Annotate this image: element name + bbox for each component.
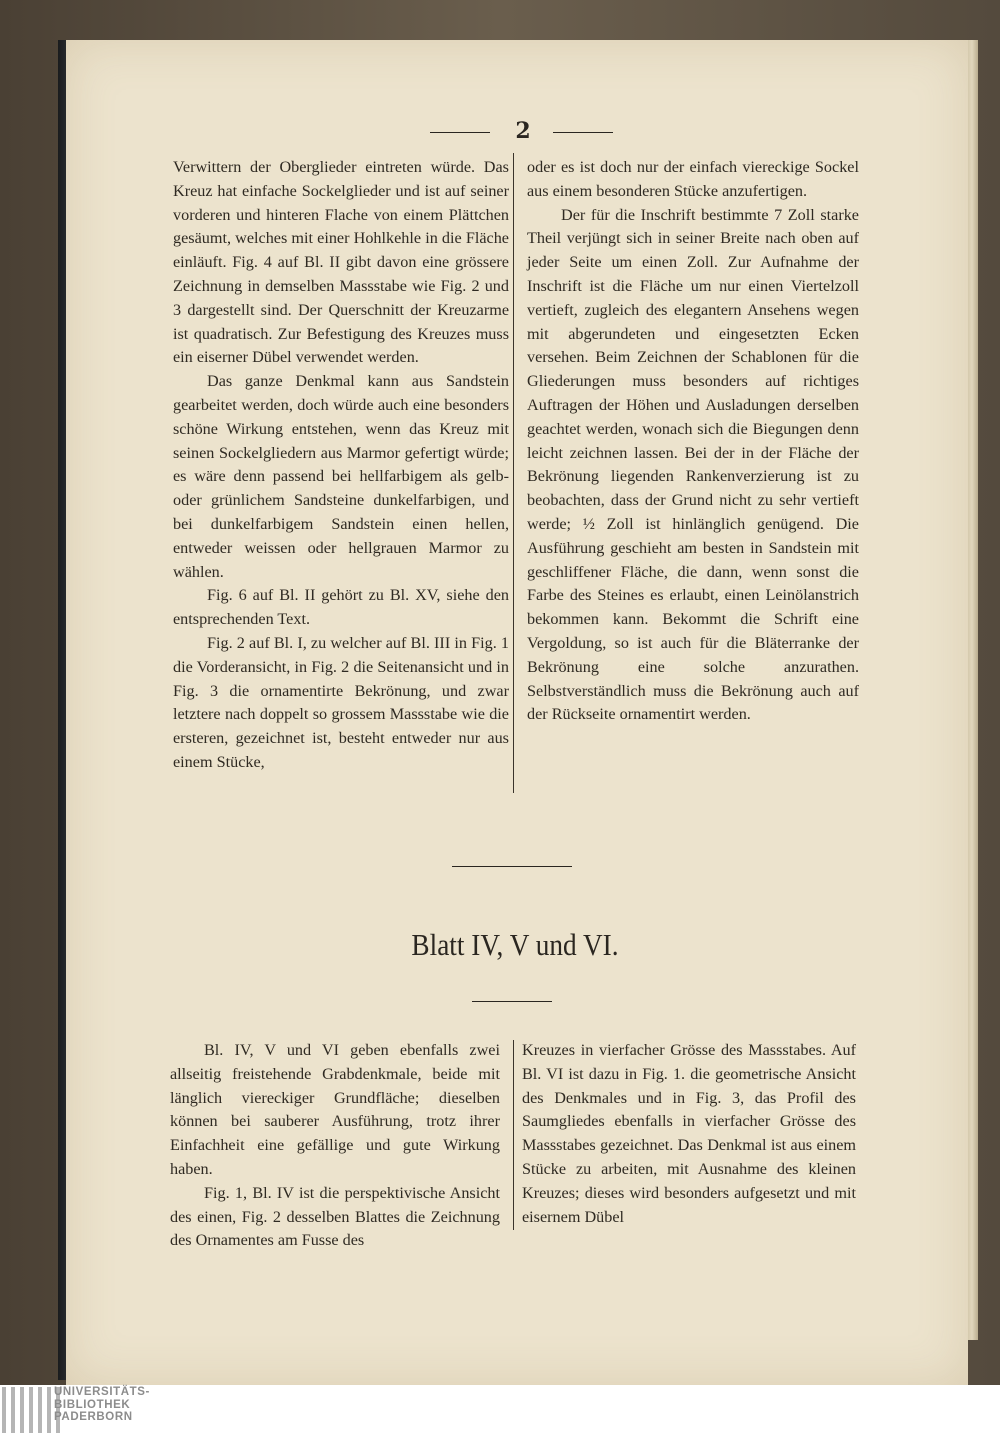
- paragraph: oder es ist doch nur der einfach viereckige Sockel aus einem besonderen Stücke anzufertigen.: [527, 158, 859, 200]
- logo-line: BIBLIOTHEK: [54, 1398, 131, 1411]
- paragraph: Verwittern der Oberglieder eintreten würde. Das Kreuz hat einfache Sockelglieder und ist auf seiner vorderen und hinteren Flache von einem Plättchen gesäumt, welches mit einer Hohlkehle in die Fläche einläuft. Fig. 4 auf Bl. II gibt davon eine grössere Zeichnung in demselben Massstabe wie Fig. 2 und 3 dargestellt sind. Der Querschnitt der Kreuzarme ist quadratisch. Zur Befestigung des Kreuzes muss ein eiserner Dübel verwendet werden.: [173, 158, 509, 367]
- footer-bar: [0, 1385, 1000, 1435]
- paragraph: Bl. IV, V und VI geben ebenfalls zwei allseitig freistehende Grabdenkmale, beide mit länglich viereckiger Grundfläche; dieselben können bei sauberer Ausführung, trotz ihrer Einfachheit eine gefällige und gute Wirkung haben.: [170, 1041, 500, 1178]
- paragraph: Der für die Inschrift bestimmte 7 Zoll starke Theil verjüngt sich in seiner Breite nach oben auf jeder Seite um einen Zoll. Zur Aufnahme der Inschrift ist die Fläche um nur einen Viertelzoll vertieft, zugleich des elegantern Ansehens wegen mit abgerundeten und eingesetzten Ecken versehen. Beim Zeichnen der Schablonen für die Gliederungen muss besonders auf richtiges Auftragen der Höhen und Ausladungen derselben geachtet werden, wonach sich die Biegungen denn leicht zeichnen lassen. Bei der in der Fläche der Bekrönung liegenden Rankenverzierung ist zu beobachten, dass der Grund nicht zu sehr vertieft werde; ½ Zoll ist hinlänglich genügend. Die Ausführung geschieht am besten in Sandstein mit geschliffener Fläche, die dann, wenn sonst die Farbe des Steines es erlaubt, einen Leinölanstrich bekommen kann. Bekommt die Schrift eine Vergoldung, so ist auch für die Bläterranke der Bekrönung eine solche anzurathen. Selbstverständlich muss die Bekrönung auch auf der Rückseite ornamentirt werden.: [527, 205, 859, 724]
- column-divider: [513, 1040, 514, 1230]
- section-rule-bottom: [472, 1001, 552, 1002]
- paragraph: Fig. 6 auf Bl. II gehört zu Bl. XV, siehe den entsprechenden Text.: [173, 586, 509, 629]
- paragraph: Fig. 2 auf Bl. I, zu welcher auf Bl. III in Fig. 1 die Vorderansicht, in Fig. 2 die Seitenansicht und in Fig. 3 die ornamentirte Bekrönung, und zwar letztere nach doppelt so grossem Massstabe wie die ersteren, gezeichnet ist, besteht entweder nur aus einem Stücke,: [173, 633, 509, 771]
- paragraph: Fig. 1, Bl. IV ist die perspektivische Ansicht des einen, Fig. 2 desselben Blattes die Zeichnung des Ornamentes am Fusse des: [170, 1183, 500, 1250]
- lower-right-column: [522, 1039, 856, 1229]
- page-number-rule-right: [553, 132, 613, 133]
- upper-right-column: [527, 156, 859, 727]
- section-heading: Blatt IV, V und VI.: [411, 927, 619, 962]
- logo-line: PADERBORN: [54, 1411, 133, 1423]
- upper-left-column: [173, 156, 509, 775]
- logo-line: UNIVERSITÄTS-: [54, 1386, 150, 1398]
- section-rule-top: [452, 866, 572, 867]
- column-divider: [513, 153, 514, 793]
- page-number-rule-left: [430, 132, 490, 133]
- paragraph: Kreuzes in vierfacher Grösse des Massstabes. Auf Bl. VI ist dazu in Fig. 1. die geometrische Ansicht des Denkmales und in Fig. 3, das Profil des Saumgliedes ebenfalls in vierfacher Grösse des Massstabes gezeichnet. Das Denkmal ist aus einem Stücke zu arbeiten, mit Ausnahme des kleinen Kreuzes; dieses wird besonders aufgesetzt und mit eisernem Dübel: [522, 1041, 856, 1226]
- lower-left-column: [170, 1039, 500, 1253]
- page-number: 2: [515, 118, 531, 144]
- library-logo-text: [54, 1386, 150, 1424]
- library-logo-bars: [2, 1387, 60, 1433]
- paragraph: Das ganze Denkmal kann aus Sandstein gearbeitet werden, doch würde auch eine besonders schöne Wirkung entstehen, wenn das Kreuz mit seinen Sockelgliedern aus Marmor gefertigt würde; es wäre denn passend bei hellfarbigem als gelb- oder grünlichem Sandsteine dunkelfarbigen, und bei dunkelfarbigem Sandstein einen hellen, entweder weissen oder hellgrauen Marmor zu wählen.: [173, 372, 509, 581]
